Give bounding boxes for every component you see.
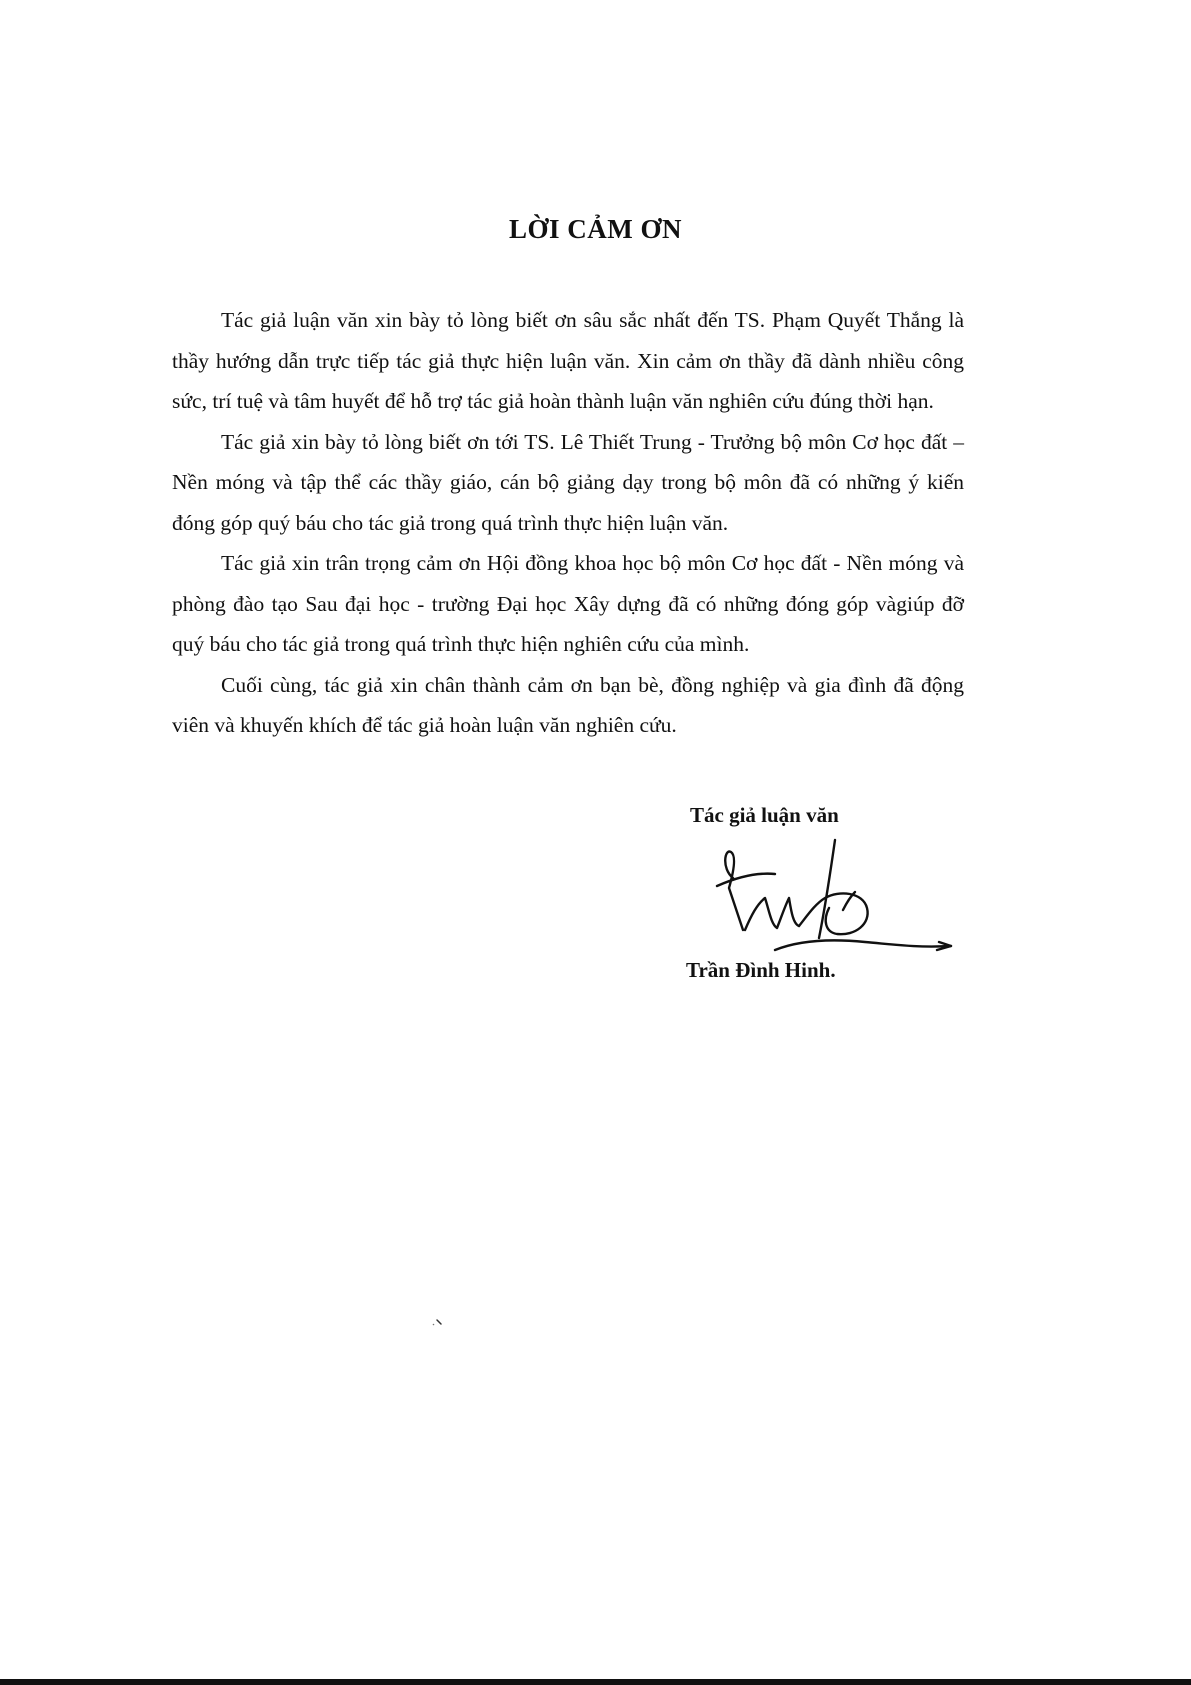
scan-speck-mark bbox=[432, 1318, 444, 1326]
acknowledgement-body bbox=[172, 300, 964, 746]
page-title: LỜI CẢM ƠN bbox=[509, 214, 682, 244]
paragraph-2: Tác giả xin bày tỏ lòng biết ơn tới TS. Lê Thiết Trung - Trưởng bộ môn Cơ học đất – Nền móng và tập thể các thầy giáo, cán bộ giảng dạy trong bộ môn đã có những ý kiến đóng góp quý báu cho tác giả trong quá trình thực hiện luận văn. bbox=[172, 429, 964, 535]
author-name: Trần Đình Hinh. bbox=[686, 958, 836, 982]
paragraph-4: Cuối cùng, tác giả xin chân thành cảm ơn bạn bè, đồng nghiệp và gia đình đã động viên và khuyến khích để tác giả hoàn luận văn nghiên cứu. bbox=[172, 672, 964, 737]
page-bottom-border bbox=[0, 1679, 1191, 1685]
paragraph-1: Tác giả luận văn xin bày tỏ lòng biết ơn sâu sắc nhất đến TS. Phạm Quyết Thắng là thầy hướng dẫn trực tiếp tác giả thực hiện luận văn. Xin cảm ơn thầy đã dành nhiều công sức, trí tuệ và tâm huyết để hỗ trợ tác giả hoàn thành luận văn nghiên cứu đúng thời hạn. bbox=[172, 308, 964, 413]
paragraph-3: Tác giả xin trân trọng cảm ơn Hội đồng khoa học bộ môn Cơ học đất - Nền móng và phòng đào tạo Sau đại học - trường Đại học Xây dựng đã có những đóng góp vàgiúp đỡ quý báu cho tác giả trong quá trình thực hiện nghiên cứu của mình. bbox=[172, 551, 964, 656]
signature-role: Tác giả luận văn bbox=[690, 803, 839, 827]
handwritten-signature bbox=[715, 838, 955, 958]
